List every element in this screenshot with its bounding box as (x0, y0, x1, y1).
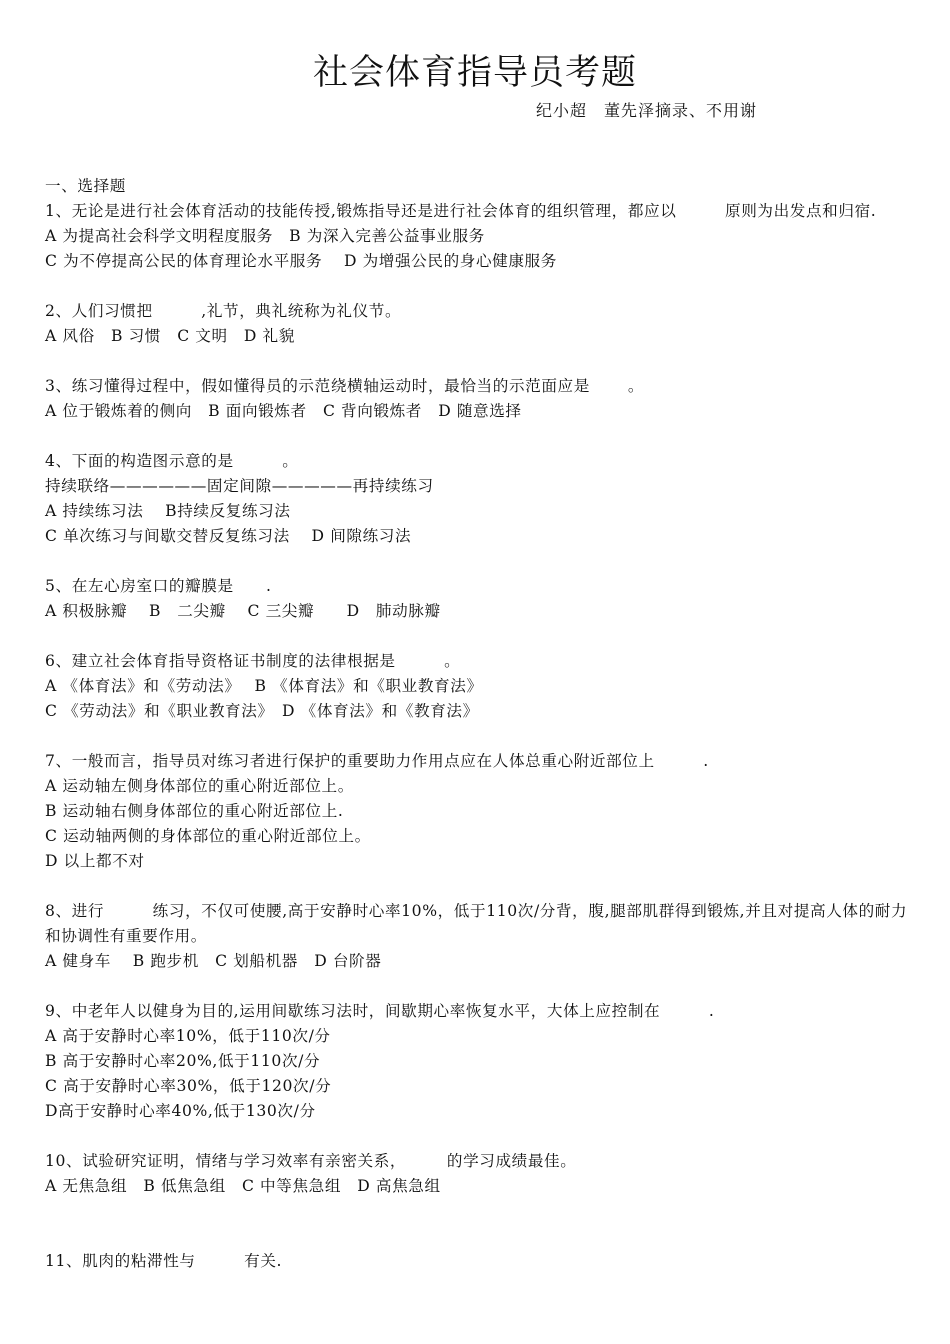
section-title: 一、选择题 (45, 177, 126, 195)
answer-option: A 风俗 B 习惯 C 文明 D 礼貌 (45, 327, 295, 345)
question-stem: 2、人们习惯把 ,礼节，典礼统称为礼仪节。 (45, 302, 402, 320)
answer-option: C 高于安静时心率30%，低于120次/分 (45, 1077, 332, 1095)
question-stem: 4、下面的构造图示意的是 。 (45, 452, 299, 470)
question-list (45, 174, 910, 1274)
answer-option: C 运动轴两侧的身体部位的重心附近部位上。 (45, 827, 371, 845)
answer-option: A 位于锻炼着的侧向 B 面向锻炼者 C 背向锻炼者 D 随意选择 (45, 402, 522, 420)
question-stem: 10、试验研究证明，情绪与学习效率有亲密关系， 的学习成绩最佳。 (45, 1152, 577, 1170)
question-stem: 11、肌肉的粘滞性与 有关. (45, 1252, 283, 1270)
question-stem: 6、建立社会体育指导资格证书制度的法律根据是 。 (45, 652, 461, 670)
answer-option: A 高于安静时心率10%，低于110次/分 (45, 1027, 331, 1045)
answer-option: C 单次练习与间歇交替反复练习法 D 间隙练习法 (45, 527, 412, 545)
answer-option: B 运动轴右侧身体部位的重心附近部位上. (45, 802, 344, 820)
answer-option: D高于安静时心率40%,低于130次/分 (45, 1102, 316, 1120)
answer-option: A 运动轴左侧身体部位的重心附近部位上。 (45, 777, 354, 795)
answer-option: A 为提高社会科学文明程度服务 B 为深入完善公益事业服务 (45, 227, 485, 245)
answer-option: B 高于安静时心率20%,低于110次/分 (45, 1052, 321, 1070)
answer-option: D 以上都不对 (45, 852, 145, 870)
question-stem: 9、中老年人以健身为目的,运用间歇练习法时，间歇期心率恢复水平，大体上应控制在 . (45, 1002, 715, 1020)
question-stem: 5、在左心房室口的瓣膜是 . (45, 577, 272, 595)
author-byline: 纪小超 董先泽摘录、不用谢 (536, 101, 758, 120)
answer-option: A 《体育法》和《劳动法》 B 《体育法》和《职业教育法》 (45, 677, 483, 695)
question-stem: 1、无论是进行社会体育活动的技能传授,锻炼指导还是进行社会体育的组织管理，都应以 原则为出发点和归宿. (45, 202, 877, 220)
page-title: 社会体育指导员考题 (312, 53, 637, 93)
answer-option: C 《劳动法》和《职业教育法》 D 《体育法》和《教育法》 (45, 702, 479, 720)
answer-option: A 积极脉瓣 B 二尖瓣 C 三尖瓣 D 肺动脉瓣 (45, 602, 441, 620)
question-stem: 3、练习懂得过程中，假如懂得员的示范绕横轴运动时，最恰当的示范面应是 。 (45, 377, 645, 395)
answer-option: A 持续练习法 B持续反复练习法 (45, 502, 291, 520)
structure-diagram: 持续联络——————固定间隙—————再持续练习 (45, 477, 434, 495)
question-stem: 7、一般而言，指导员对练习者进行保护的重要助力作用点应在人体总重心附近部位上 . (45, 752, 709, 770)
answer-option: C 为不停提高公民的体育理论水平服务 D 为增强公民的身心健康服务 (45, 252, 557, 270)
answer-option: A 健身车 B 跑步机 C 划船机器 D 台阶器 (45, 952, 382, 970)
answer-option: A 无焦急组 B 低焦急组 C 中等焦急组 D 高焦急组 (45, 1177, 441, 1195)
question-stem: 8、进行 练习，不仅可使腰,高于安静时心率10%，低于110次/分背，腹,腿部肌群得到锻炼,并且对提高人体的耐力和协调性有重要作用。 (45, 902, 908, 945)
